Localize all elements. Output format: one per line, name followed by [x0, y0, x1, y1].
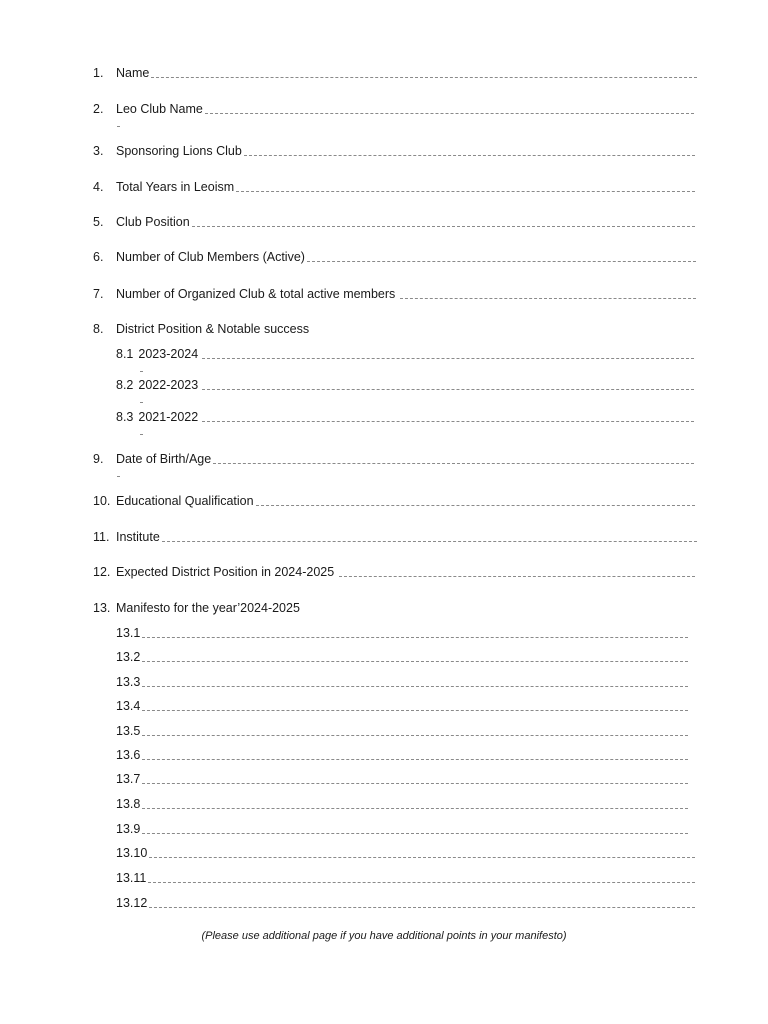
line-continuation: [117, 126, 120, 127]
manifesto-point: [116, 846, 695, 860]
fill-in-line[interactable]: [307, 260, 696, 262]
sub-number: 8.1: [116, 347, 134, 361]
item-number: 1.: [93, 66, 104, 80]
manifesto-point: [116, 748, 688, 762]
manifesto-point: [116, 797, 688, 811]
field-total-years: [93, 180, 695, 194]
field-club-members: [93, 250, 696, 264]
section-heading: Manifesto for the year’2024-2025: [116, 601, 300, 615]
field-label: Name: [116, 66, 150, 80]
fill-in-line[interactable]: [236, 190, 695, 192]
line-continuation: [117, 476, 120, 477]
item-number: 7.: [93, 287, 104, 301]
point-number: 13.10: [116, 846, 148, 860]
line-continuation: [140, 371, 143, 372]
manifesto-point: [116, 871, 695, 885]
sub-number: 8.3: [116, 410, 134, 424]
field-label: Club Position: [116, 215, 190, 229]
field-educational-qualification: [93, 494, 695, 508]
fill-in-line[interactable]: [142, 636, 688, 638]
district-position-row: [116, 378, 694, 392]
fill-in-line[interactable]: [192, 225, 695, 227]
fill-in-line[interactable]: [142, 660, 688, 662]
manifesto-point: [116, 699, 688, 713]
fill-in-line[interactable]: [244, 154, 695, 156]
footer-note: (Please use additional page if you have additional points in your manifesto): [201, 930, 567, 942]
fill-in-line[interactable]: [151, 76, 697, 78]
line-continuation: [140, 402, 143, 403]
point-number: 13.3: [116, 675, 141, 689]
manifesto-point: [116, 675, 688, 689]
manifesto-point: [116, 822, 688, 836]
fill-in-line[interactable]: [256, 504, 695, 506]
field-label: Number of Club Members (Active): [116, 250, 305, 264]
year-label: 2023-2024: [138, 347, 199, 361]
point-number: 13.11: [116, 871, 147, 885]
fill-in-line[interactable]: [149, 906, 695, 908]
point-number: 13.9: [116, 822, 141, 836]
point-number: 13.4: [116, 699, 141, 713]
item-number: 11.: [93, 530, 110, 544]
point-number: 13.7: [116, 772, 141, 786]
point-number: 13.1: [116, 626, 141, 640]
fill-in-line[interactable]: [142, 832, 688, 834]
item-number: 12.: [93, 565, 111, 579]
fill-in-line[interactable]: [202, 357, 694, 359]
field-label: Expected District Position in 2024-2025: [116, 565, 335, 579]
fill-in-line[interactable]: [202, 388, 694, 390]
fill-in-line[interactable]: [142, 782, 688, 784]
field-label: Total Years in Leoism: [116, 180, 235, 194]
manifesto-point: [116, 650, 688, 664]
item-number: 6.: [93, 250, 104, 264]
sub-number: 8.2: [116, 378, 134, 392]
point-number: 13.12: [116, 896, 148, 910]
field-label: Number of Organized Club & total active members: [116, 287, 396, 301]
section-heading: District Position & Notable success: [116, 322, 310, 336]
field-label: Leo Club Name: [116, 102, 203, 116]
section-manifesto: [93, 601, 696, 615]
field-label: Institute: [116, 530, 160, 544]
field-expected-district-position: [93, 565, 695, 579]
fill-in-line[interactable]: [149, 856, 695, 858]
manifesto-point: [116, 626, 688, 640]
point-number: 13.5: [116, 724, 141, 738]
manifesto-point: [116, 772, 688, 786]
field-date-of-birth: [93, 452, 694, 466]
field-label: Sponsoring Lions Club: [116, 144, 242, 158]
fill-in-line[interactable]: [142, 734, 688, 736]
fill-in-line[interactable]: [202, 420, 694, 422]
year-label: 2022-2023: [138, 378, 199, 392]
fill-in-line[interactable]: [339, 575, 695, 577]
item-number: 13.: [93, 601, 111, 615]
point-number: 13.6: [116, 748, 141, 762]
item-number: 10.: [93, 494, 111, 508]
fill-in-line[interactable]: [142, 685, 688, 687]
field-label: Date of Birth/Age: [116, 452, 212, 466]
item-number: 9.: [93, 452, 104, 466]
district-position-row: [116, 410, 694, 424]
fill-in-line[interactable]: [213, 462, 694, 464]
field-leo-club-name: [93, 102, 694, 116]
fill-in-line[interactable]: [142, 709, 688, 711]
item-number: 2.: [93, 102, 104, 116]
point-number: 13.2: [116, 650, 141, 664]
item-number: 5.: [93, 215, 104, 229]
fill-in-line[interactable]: [205, 112, 694, 114]
line-continuation: [140, 434, 143, 435]
field-name: [93, 66, 697, 80]
point-number: 13.8: [116, 797, 141, 811]
fill-in-line[interactable]: [142, 758, 688, 760]
year-label: 2021-2022: [138, 410, 199, 424]
item-number: 4.: [93, 180, 104, 194]
fill-in-line[interactable]: [142, 807, 688, 809]
field-organized-clubs: [93, 287, 696, 301]
district-position-row: [116, 347, 694, 361]
item-number: 3.: [93, 144, 104, 158]
manifesto-point: [116, 724, 688, 738]
manifesto-point: [116, 896, 695, 910]
field-institute: [93, 530, 697, 544]
fill-in-line[interactable]: [400, 297, 696, 299]
item-number: 8.: [93, 322, 104, 336]
field-sponsoring-lions-club: [93, 144, 695, 158]
fill-in-line[interactable]: [162, 540, 697, 542]
field-label: Educational Qualification: [116, 494, 254, 508]
field-club-position: [93, 215, 695, 229]
section-district-position: [93, 322, 696, 336]
fill-in-line[interactable]: [148, 881, 695, 883]
